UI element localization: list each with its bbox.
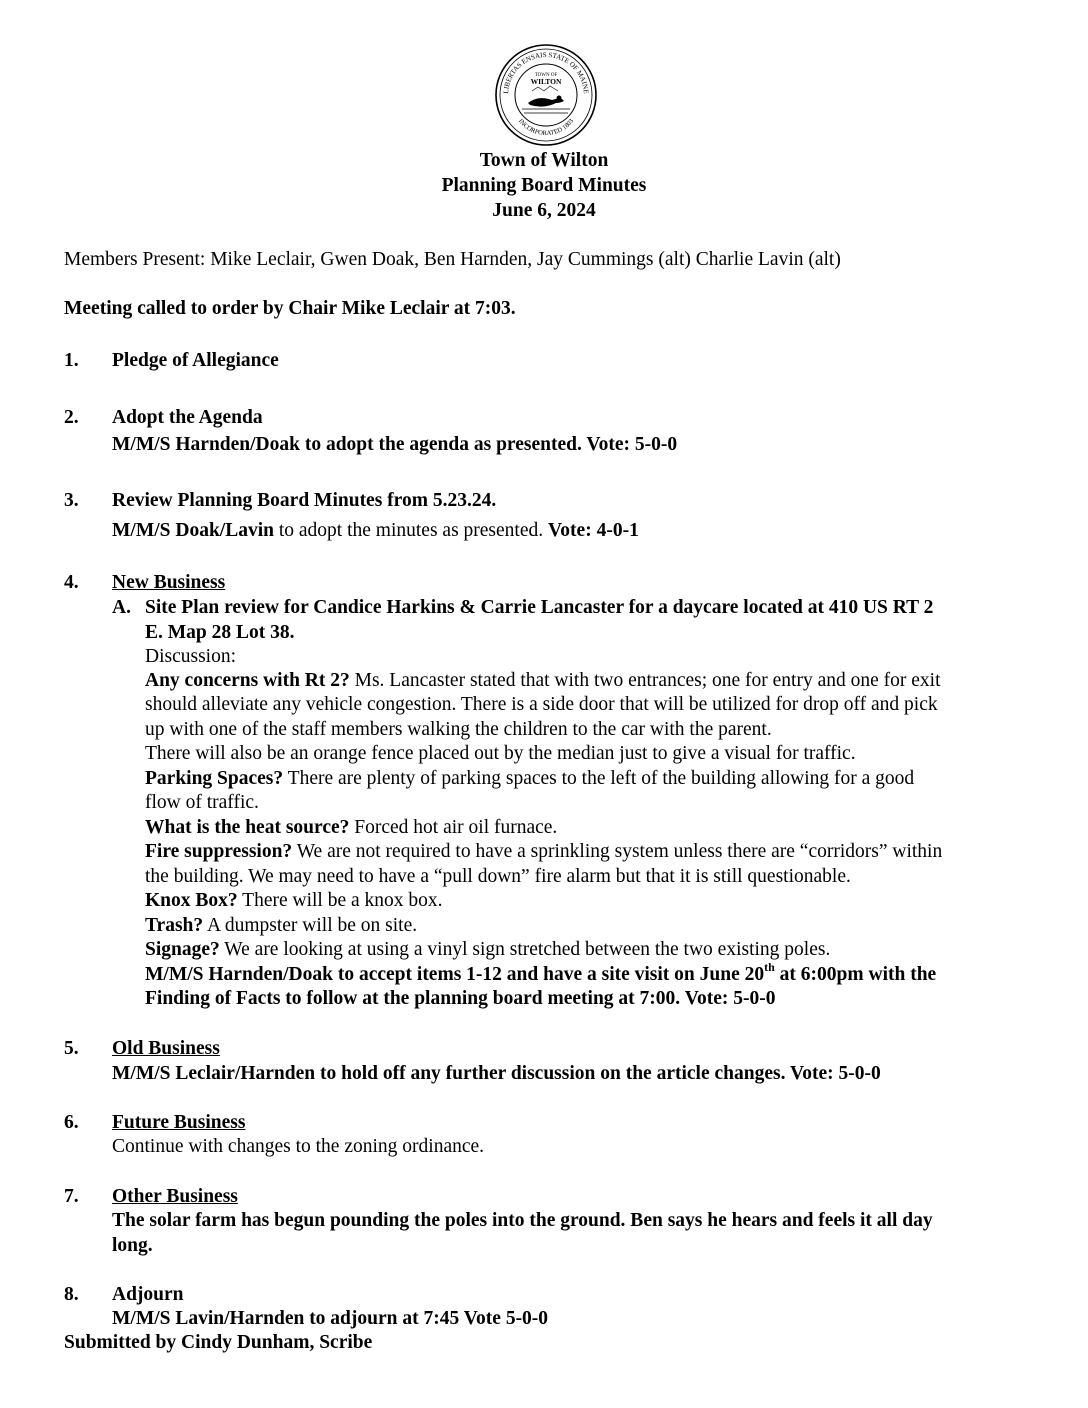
answer-trash: A dumpster will be on site. — [203, 915, 418, 936]
svg-text:LIBERTAS ENSAIS STATE OF MAINE: LIBERTAS ENSAIS STATE OF MAINE — [501, 50, 591, 94]
answer-rt2-line3: up with one of the staff members walking the children to the car with the parent. — [145, 719, 772, 740]
item-6-title: Future Business — [112, 1112, 246, 1133]
item-8-motion: M/M/S Lavin/Harnden to adjourn at 7:45 Vote 5-0-0 — [112, 1308, 549, 1329]
item-7-title: Other Business — [112, 1186, 238, 1207]
submitted-by: Submitted by Cindy Dunham, Scribe — [64, 1332, 373, 1353]
svg-text:WILTON: WILTON — [530, 77, 562, 86]
item-2-number: 2. — [64, 407, 79, 428]
item-3-vote: Vote: 4-0-1 — [548, 520, 639, 541]
item-4-motion-line2: Finding of Facts to follow at the planning board meeting at 7:00. Vote: 5-0-0 — [145, 988, 776, 1009]
item-6-number: 6. — [64, 1112, 79, 1133]
answer-knox: There will be a knox box. — [237, 890, 443, 911]
ordinal-suffix: th — [764, 959, 775, 974]
discussion-label: Discussion: — [145, 646, 237, 667]
item-3-motion — [112, 519, 639, 544]
svg-text:INCORPORATED 1803: INCORPORATED 1803 — [516, 117, 576, 138]
discussion-trash — [145, 914, 417, 939]
item-4a-title-line1: Site Plan review for Candice Harkins & Carrie Lancaster for a daycare located at 410 US RT 2 — [145, 597, 934, 618]
item-8-number: 8. — [64, 1284, 79, 1305]
item-7-text-line1: The solar farm has begun pounding the poles into the ground. Ben says he hears and feels it all day — [112, 1210, 933, 1231]
question-knox: Knox Box? — [145, 890, 238, 911]
discussion-parking — [145, 767, 914, 792]
item-3-motion-mover: M/M/S Doak/Lavin — [112, 520, 274, 541]
item-7-text-line2: long. — [112, 1235, 153, 1256]
question-trash: Trash? — [145, 915, 204, 936]
members-present: Members Present: Mike Leclair, Gwen Doak, Ben Harnden, Jay Cummings (alt) Charlie Lavin (alt) — [64, 249, 841, 270]
item-4-motion-time: at 6:00pm with the — [774, 964, 937, 985]
town-name-heading: Town of Wilton — [479, 150, 609, 171]
discussion-signage — [145, 938, 830, 963]
question-rt2: Any concerns with Rt 2? — [145, 670, 350, 691]
answer-heat: Forced hot air oil furnace. — [349, 817, 558, 838]
item-5-number: 5. — [64, 1038, 79, 1059]
item-4-motion-text: M/M/S Harnden/Doak to accept items 1-12 and have a site visit on June 20 — [145, 964, 765, 985]
question-signage: Signage? — [145, 939, 220, 960]
item-4a-title-line2: E. Map 28 Lot 38. — [145, 622, 295, 643]
discussion-knox — [145, 889, 443, 914]
item-4-title: New Business — [112, 572, 226, 593]
item-2-title: Adopt the Agenda — [112, 407, 263, 428]
question-fire: Fire suppression? — [145, 841, 293, 862]
item-8-title: Adjourn — [112, 1284, 184, 1305]
answer-signage: We are looking at using a vinyl sign stretched between the two existing poles. — [219, 939, 831, 960]
answer-fire-line1: We are not required to have a sprinkling system unless there are “corridors” within — [292, 841, 943, 862]
town-seal — [494, 43, 598, 147]
item-3-number: 3. — [64, 490, 79, 511]
discussion-rt2 — [145, 669, 941, 694]
meeting-date: June 6, 2024 — [492, 200, 596, 221]
question-heat: What is the heat source? — [145, 817, 350, 838]
question-parking: Parking Spaces? — [145, 768, 284, 789]
item-5-motion: M/M/S Leclair/Harnden to hold off any further discussion on the article changes. Vote: 5-0-0 — [112, 1063, 881, 1084]
answer-parking-line1: There are plenty of parking spaces to the left of the building allowing for a good — [283, 768, 915, 789]
answer-rt2-line4: There will also be an orange fence placed out by the median just to give a visual for traffic. — [145, 743, 856, 764]
town-seal-graphic — [494, 43, 598, 147]
answer-rt2-line2: should alleviate any vehicle congestion. There is a side door that will be utilized for drop off and pick — [145, 694, 938, 715]
svg-text:TOWN OF: TOWN OF — [534, 73, 558, 78]
discussion-heat — [145, 816, 557, 841]
item-1-number: 1. — [64, 350, 79, 371]
item-7-number: 7. — [64, 1186, 79, 1207]
item-4-motion-line1 — [145, 959, 937, 988]
item-1-title: Pledge of Allegiance — [112, 350, 279, 371]
item-4a-label: A. — [112, 597, 131, 618]
answer-fire-line2: the building. We may need to have a “pull down” fire alarm but that it is still questionable. — [145, 866, 851, 887]
call-to-order: Meeting called to order by Chair Mike Leclair at 7:03. — [64, 298, 516, 319]
item-3-motion-text: to adopt the minutes as presented. — [273, 520, 549, 541]
answer-rt2-line1: Ms. Lancaster stated that with two entrances; one for entry and one for exit — [349, 670, 941, 691]
item-5-title: Old Business — [112, 1038, 220, 1059]
discussion-fire — [145, 840, 942, 865]
answer-parking-line2: flow of traffic. — [145, 792, 259, 813]
item-2-motion: M/M/S Harnden/Doak to adopt the agenda as presented. Vote: 5-0-0 — [112, 434, 678, 455]
item-6-text: Continue with changes to the zoning ordinance. — [112, 1136, 485, 1157]
document-title: Planning Board Minutes — [441, 175, 647, 196]
item-4-number: 4. — [64, 572, 79, 593]
item-3-title: Review Planning Board Minutes from 5.23.24. — [112, 490, 497, 511]
